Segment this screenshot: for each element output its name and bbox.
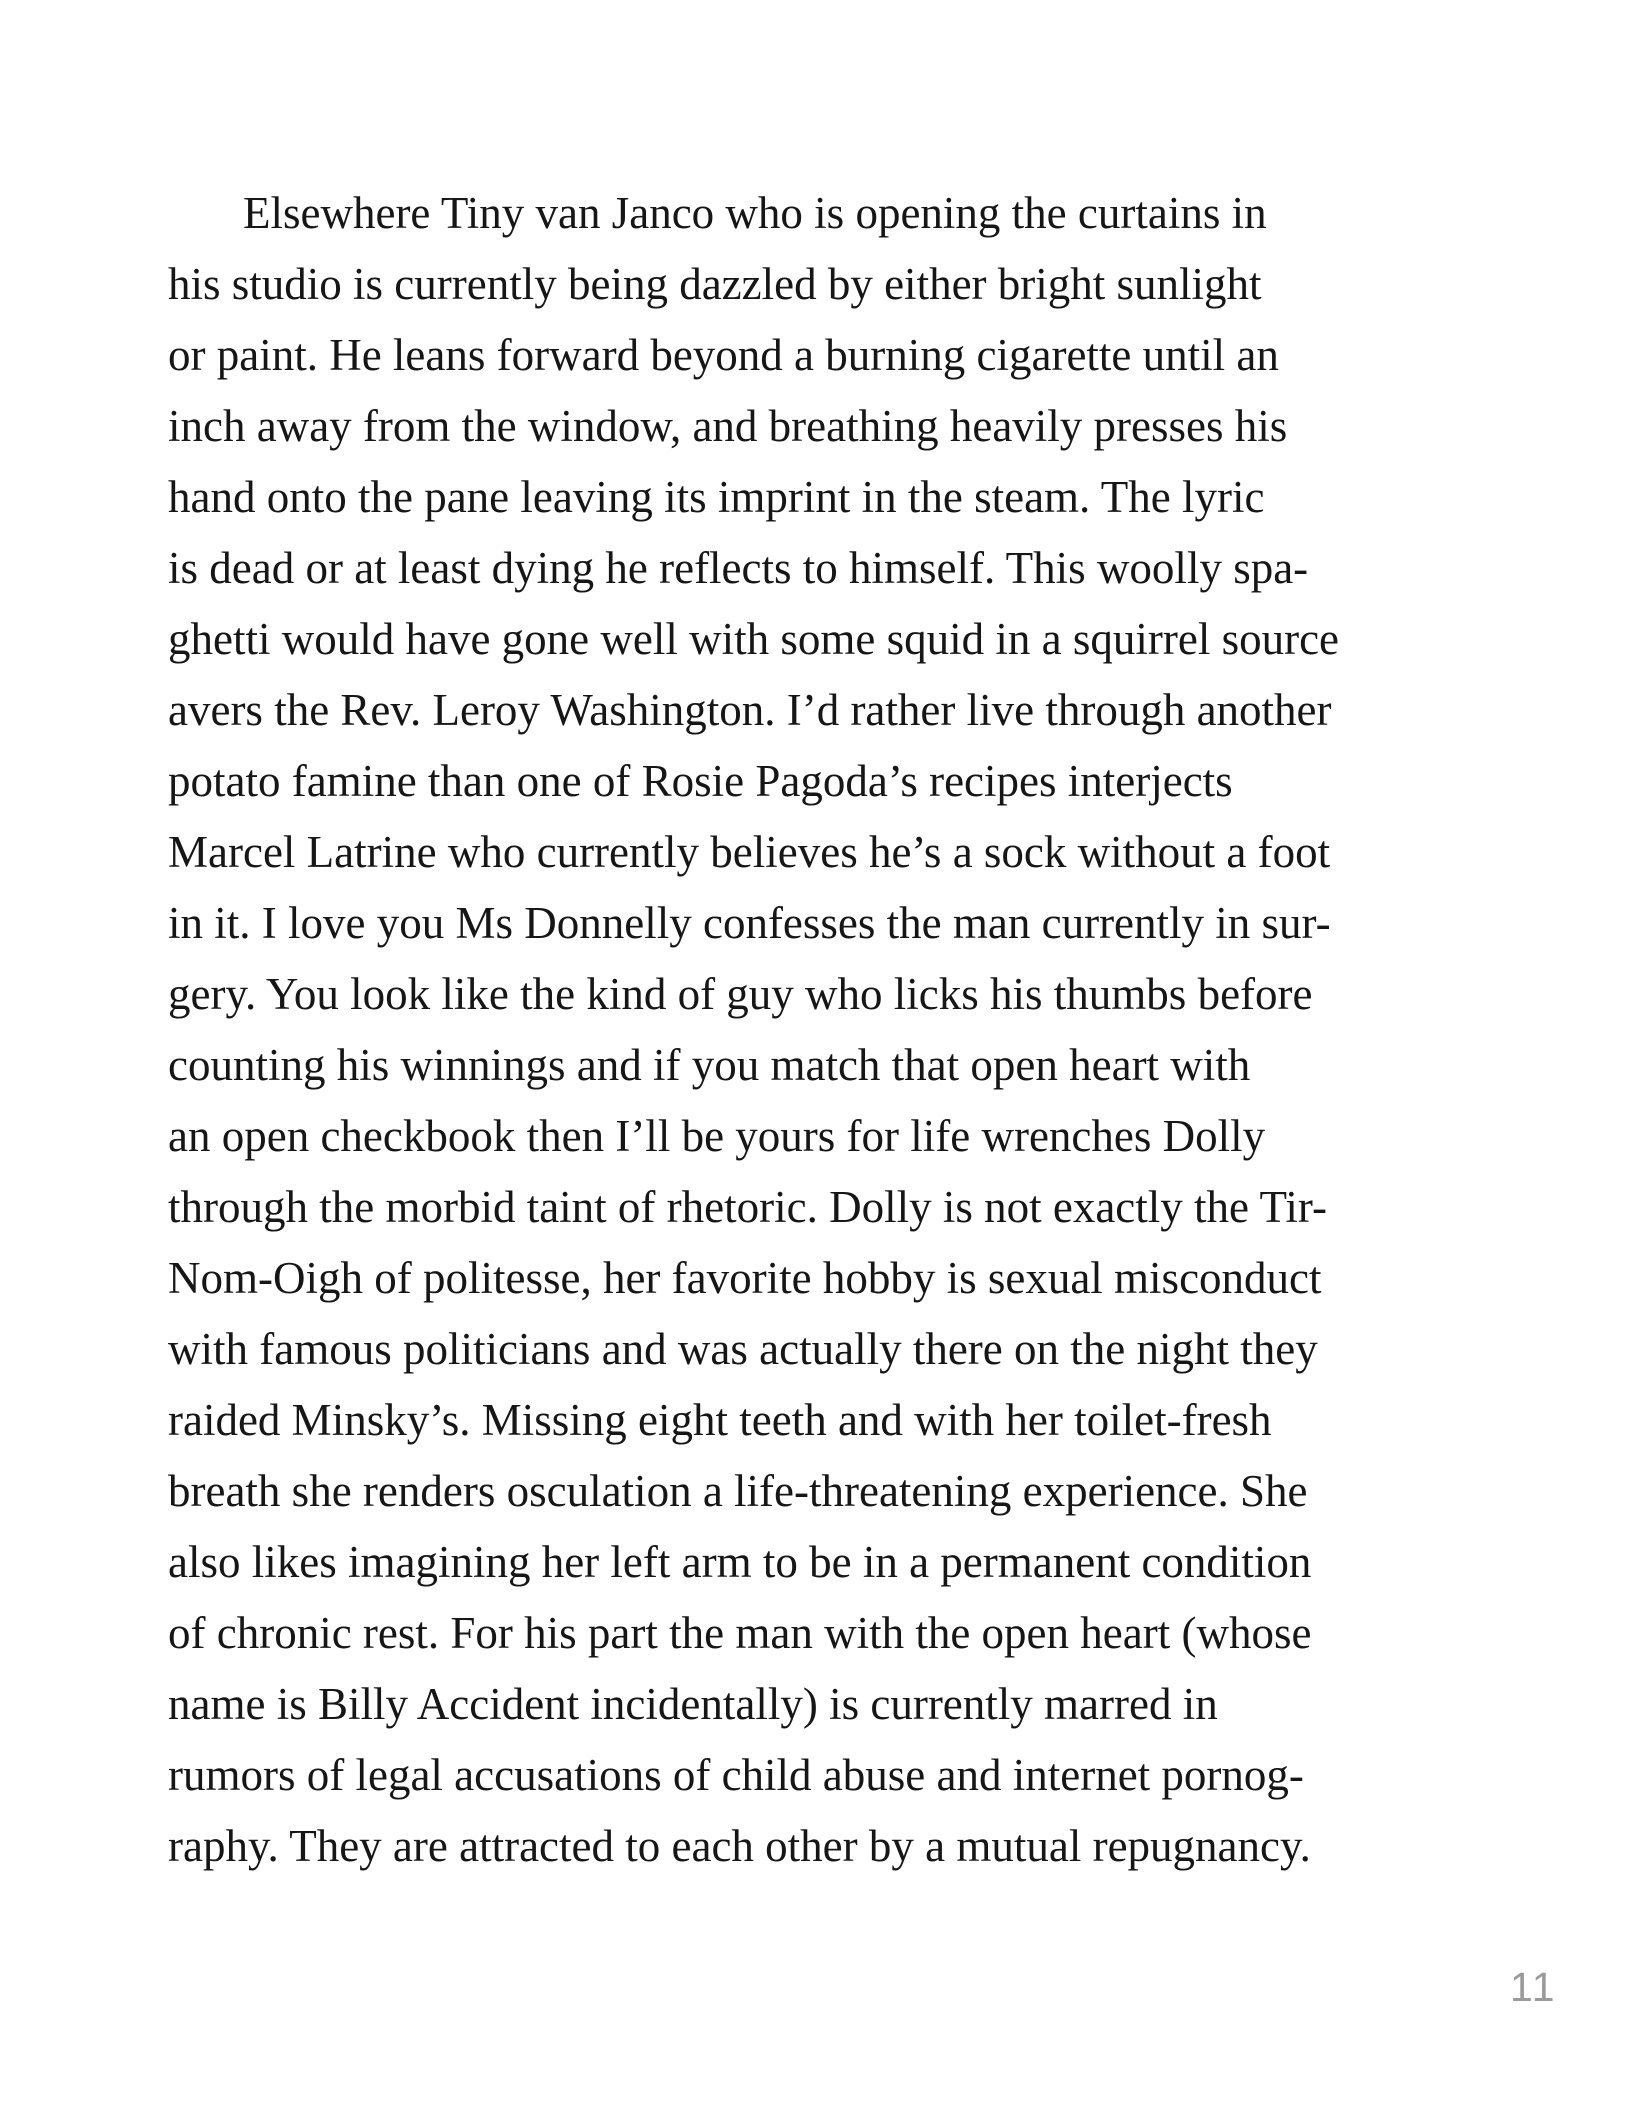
text-line: through the morbid taint of rhetoric. Dolly is not exactly the Tir-: [168, 1182, 1327, 1232]
text-line: gery. You look like the kind of guy who licks his thumbs before: [168, 969, 1313, 1019]
text-line: Nom-Oigh of politesse, her favorite hobby is sexual misconduct: [168, 1253, 1322, 1303]
text-line: in it. I love you Ms Donnelly confesses the man currently in sur-: [168, 898, 1331, 948]
text-line: breath she renders osculation a life-threatening experience. She: [168, 1466, 1308, 1516]
text-line: of chronic rest. For his part the man with the open heart (whose: [168, 1608, 1312, 1658]
text-line: Elsewhere Tiny van Janco who is opening the curtains in: [243, 188, 1267, 238]
text-line: also likes imagining her left arm to be in a permanent condition: [168, 1537, 1312, 1587]
text-line: rumors of legal accusations of child abuse and internet pornog-: [168, 1750, 1304, 1800]
body-text: [168, 178, 1513, 1882]
text-line: inch away from the window, and breathing heavily presses his: [168, 401, 1288, 451]
text-line: or paint. He leans forward beyond a burning cigarette until an: [168, 330, 1279, 380]
text-line: raided Minsky’s. Missing eight teeth and with her toilet-fresh: [168, 1395, 1272, 1445]
text-line: counting his winnings and if you match that open heart with: [168, 1040, 1251, 1090]
text-line: hand onto the pane leaving its imprint in the steam. The lyric: [168, 472, 1265, 522]
text-line: avers the Rev. Leroy Washington. I’d rather live through another: [168, 685, 1332, 735]
text-line: with famous politicians and was actually there on the night they: [168, 1324, 1318, 1374]
text-line: an open checkbook then I’ll be yours for life wrenches Dolly: [168, 1111, 1266, 1161]
text-line: name is Billy Accident incidentally) is currently marred in: [168, 1679, 1218, 1729]
text-line: is dead or at least dying he reflects to himself. This woolly spa-: [168, 543, 1309, 593]
page-number: 11: [1510, 1964, 1557, 2010]
text-line: raphy. They are attracted to each other by a mutual repugnancy.: [168, 1821, 1311, 1871]
text-line: Marcel Latrine who currently believes he’s a sock without a foot: [168, 827, 1331, 877]
text-line: his studio is currently being dazzled by either bright sunlight: [168, 259, 1262, 309]
text-line: ghetti would have gone well with some squid in a squirrel source: [168, 614, 1340, 664]
text-line: potato famine than one of Rosie Pagoda’s recipes interjects: [168, 756, 1233, 806]
